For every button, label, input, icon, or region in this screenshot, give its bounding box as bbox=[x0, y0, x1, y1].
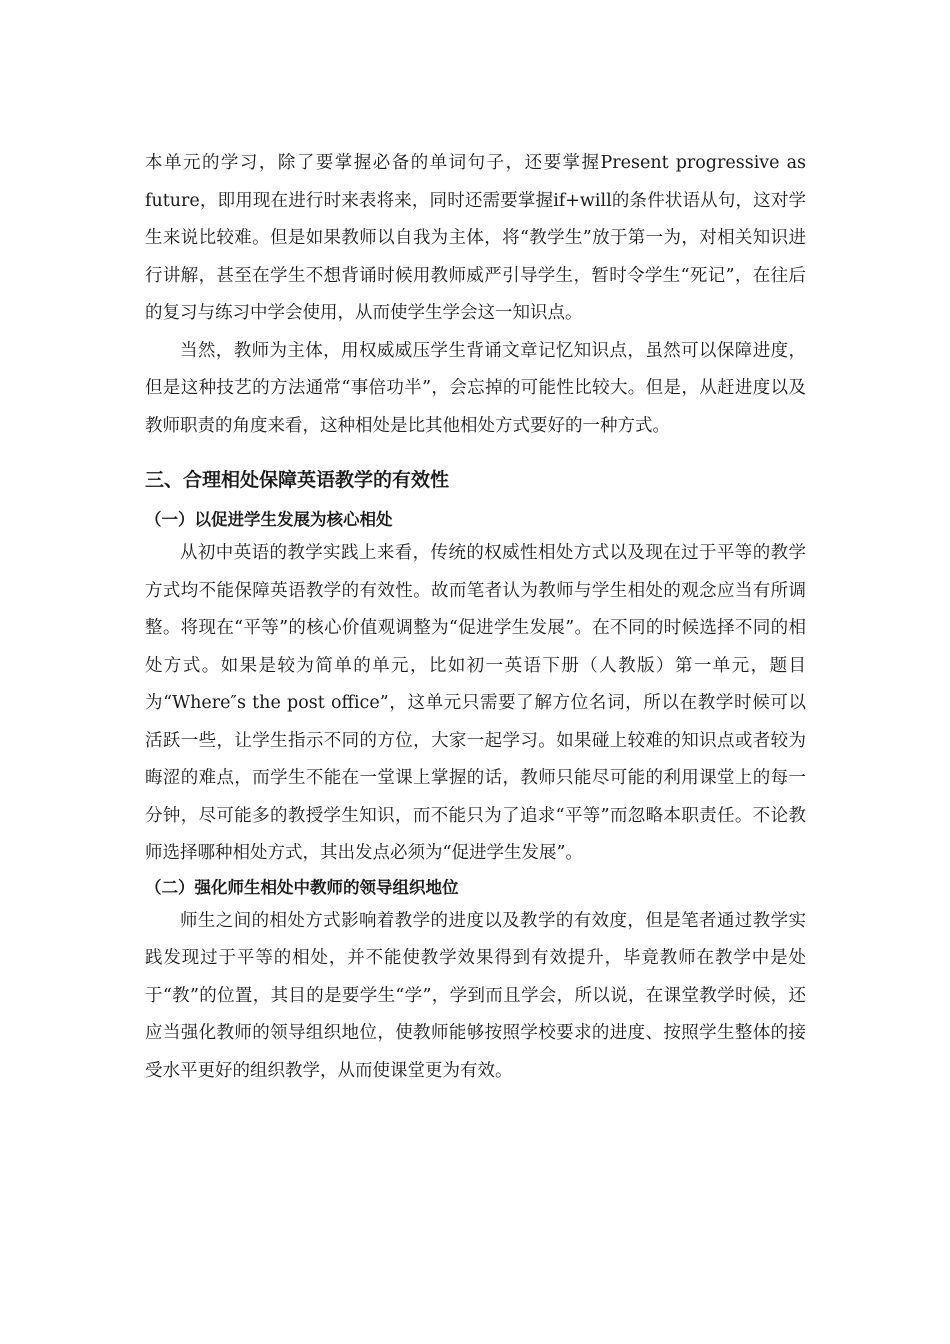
subsection-heading-1: （一）以促进学生发展为核心相处 bbox=[145, 510, 393, 529]
heading-spacer bbox=[145, 495, 806, 499]
subsection-1-paragraph: 从初中英语的教学实践上来看，传统的权威性相处方式以及现在过于平等的教学方式均不能保障英语教学的有效性。故而笔者认为教师与学生相处的观念应当有所调整。将现在“平等”的核心价值观调整为“促进学生发展”。在不同的时候选择不同的相处方式。如果是较为简单的单元，比如初一英语下册（人教版）第一单元，题目为“Where″s the post office”，这单元只需要了解方位名词，所以在教学时候可以活跃一些，让学生指示不同的方位，大家一起学习。如果碰上较难的知识点或者较为晦涩的难点，而学生不能在一堂课上掌握的话，教师只能尽可能的利用课堂上的每一分钟，尽可能多的教授学生知识，而不能只为了追求“平等”而忽略本职责任。不论教师选择哪种相处方式，其出发点必须为“促进学生发展”。 bbox=[145, 543, 806, 863]
body-paragraph-1: 本单元的学习，除了要掌握必备的单词句子，还要掌握Present progressive as future，即用现在进行时来表将来，同时还需要掌握if+will的条件状语从句，这对学生来说比较难。但是如果教师以自我为主体，将“教学生”放于第一为，对相关知识进行讲解，甚至在学生不想背诵时候用教师威严引导学生，暂时令学生“死记”，在往后的复习与练习中学会使用，从而使学生学会这一知识点。 bbox=[145, 153, 806, 323]
section-heading: 三、合理相处保障英语教学的有效性 bbox=[145, 469, 450, 491]
subsection-2-paragraph: 师生之间的相处方式影响着教学的进度以及教学的有效度，但是笔者通过教学实践发现过于平等的相处，并不能使教学效果得到有效提升，毕竟教师在教学中是处于“教”的位置，其目的是要学生“学”，学到而且学会，所以说，在课堂教学时候，还应当强化教师的领导组织地位，使教师能够按照学校要求的进度、按照学生整体的接受水平更好的组织教学，从而使课堂更为有效。 bbox=[145, 910, 806, 1081]
subsection-heading-2: （二）强化师生相处中教师的领导组织地位 bbox=[145, 877, 459, 897]
document-body bbox=[145, 145, 806, 1090]
body-paragraph-2: 当然，教师为主体，用权威威压学生背诵文章记忆知识点，虽然可以保障进度，但是这种技艺的方法通常“事倍功半”，会忘掉的可能性比较大。但是，从赶进度以及教师职责的角度来看，这种相处是比其他相处方式要好的一种方式。 bbox=[145, 340, 806, 436]
